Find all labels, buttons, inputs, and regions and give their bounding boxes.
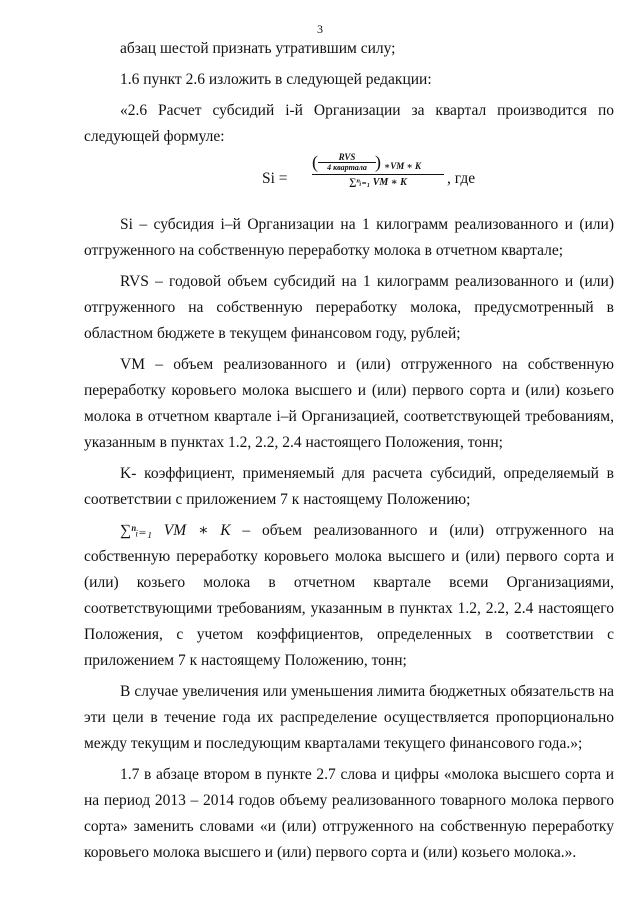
formula-fraction bbox=[312, 152, 444, 191]
page-number: 3 bbox=[317, 22, 323, 36]
document-body bbox=[84, 36, 614, 866]
paragraph-vm: VM – объем реализованного и (или) отгруженного на собственную переработку коровьего молока высшего и (или) первого сорта и (или) козьего молока в отчетном квартале i–й Организацией, соответствующей требованиям, указанным в пунктах 1.2, 2.2, 2.4 настоящего Положения, тонн; bbox=[84, 356, 614, 451]
formula-numerator bbox=[312, 152, 444, 174]
formula-inner-denominator: 4 квартала bbox=[318, 162, 376, 173]
sum-expression: ∑ⁿᵢ₌₁ VM ∗ K bbox=[120, 522, 231, 539]
paragraph-si: Si – субсидия i–й Организации на 1 килограмм реализованного и (или) отгруженного на собственную переработку молока в отчетном квартале; bbox=[84, 216, 614, 259]
paragraph-k: K- коэффициент, применяемый для расчета субсидий, определяемый в соответствии с приложением 7 к настоящему Положению; bbox=[84, 465, 614, 508]
formula-paren-close: ) bbox=[375, 152, 381, 172]
paragraph-rvs: RVS – годовой объем субсидий на 1 килограмм реализованного и (или) отгруженного на собственную переработку молока, предусмотренный в областном бюджете в текущем финансовом году, рублей; bbox=[84, 273, 614, 342]
paragraph-1: абзац шестой признать утратившим силу; bbox=[120, 40, 396, 57]
formula-lhs: Si = bbox=[262, 170, 288, 187]
sum-description: – объем реализованного и (или) отгруженного на собственную переработку коровьего молока высшего и (или) первого сорта и (или) козьего молока в отчетном квартале всеми Организациями, соответствующими требованиям, указанным в пунктах 1.2, 2.2, 2.4 настоящего Положения, с учетом коэффициентов, определенных в соответствии с приложением 7 к настоящему Положению, тонн; bbox=[84, 522, 614, 669]
paragraph-2: 1.6 пункт 2.6 изложить в следующей редакции: bbox=[120, 71, 432, 88]
formula-inner-numerator: RVS bbox=[338, 152, 356, 162]
paragraph-sum bbox=[84, 518, 614, 674]
paragraph-1-7: 1.7 в абзаце втором в пункте 2.7 слова и цифры «молока высшего сорта и на период 2013 – 2014 годов объему реализованного товарного молока первого сорта» заменить словами «и (или) отгруженного на собственную переработку коровьего молока высшего и (или) первого сорта и (или) козьего молока.». bbox=[84, 766, 614, 861]
paragraph-3: «2.6 Расчет субсидий i-й Организации за квартал производится по следующей формуле: bbox=[84, 102, 614, 145]
formula-inner-fraction bbox=[318, 152, 376, 173]
formula-rhs: , где bbox=[447, 170, 476, 187]
formula-paren-open: ( bbox=[312, 152, 318, 172]
paragraph-limit: В случае увеличения или уменьшения лимита бюджетных обязательств на эти цели в течение года их распределение осуществляется пропорционально между текущим и последующим кварталами текущего финансового года.»; bbox=[84, 683, 614, 752]
subsidy-formula bbox=[84, 152, 614, 206]
formula-denominator: ∑ⁿᵢ₌₁ VM ∗ K bbox=[312, 174, 444, 191]
formula-numerator-tail: ∗VM ∗ K bbox=[384, 161, 421, 171]
